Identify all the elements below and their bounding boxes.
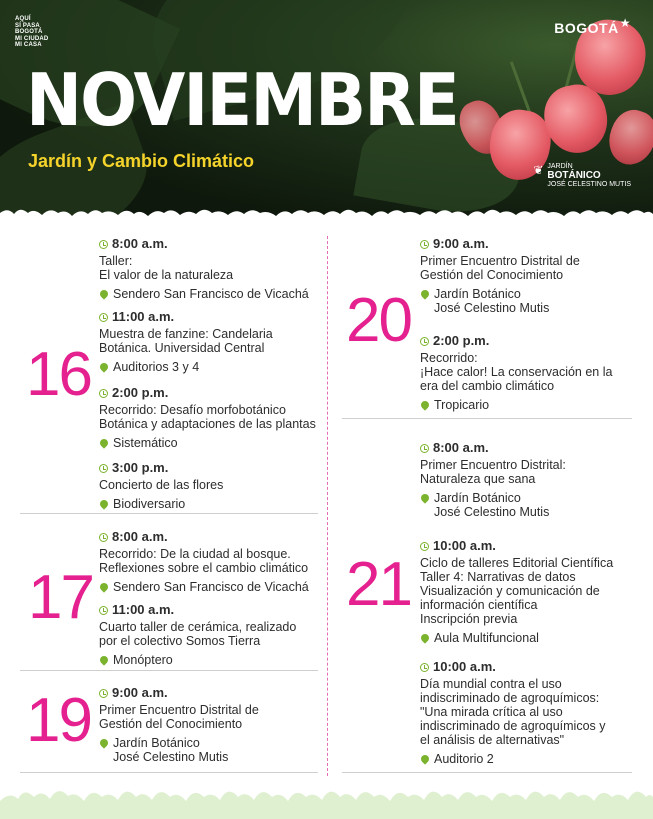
flower-decoration: [602, 104, 653, 171]
day-number: 20: [346, 286, 411, 355]
location-pin-icon: [419, 492, 430, 503]
location-pin-icon: [419, 632, 430, 643]
event-item: 8:00 a.m. Recorrido: De la ciudad al bosque. Reflexiones sobre el cambio climático Sendero San Francisco de Vicachá: [99, 529, 309, 594]
event-location: Aula Multifuncional: [420, 631, 613, 645]
event-location: Auditorios 3 y 4: [99, 360, 273, 374]
event-location: Jardín Botánico José Celestino Mutis: [420, 491, 566, 519]
column-divider: [327, 236, 328, 776]
event-location: Sendero San Francisco de Vicachá: [99, 287, 309, 301]
event-time: 11:00 a.m.: [99, 603, 296, 617]
event-item: 11:00 a.m. Muestra de fanzine: Candelaria Botánica. Universidad Central Auditorios 3 y 4: [99, 309, 273, 374]
section-divider: [20, 513, 318, 514]
event-time: 2:00 p.m.: [420, 334, 612, 348]
clock-icon: [99, 689, 108, 698]
clock-icon: [99, 240, 108, 249]
event-location: Biodiversario: [99, 497, 223, 511]
event-location: Monóptero: [99, 653, 296, 667]
event-item: 8:00 a.m. Taller: El valor de la naturaleza Sendero San Francisco de Vicachá: [99, 236, 309, 301]
event-item: 11:00 a.m. Cuarto taller de cerámica, realizado por el colectivo Somos Tierra Monóptero: [99, 602, 297, 667]
location-pin-icon: [419, 753, 430, 764]
event-time: 8:00 a.m.: [420, 441, 566, 455]
grass-footer-decoration: [0, 779, 653, 819]
header-banner: [0, 0, 653, 225]
event-location: Jardín Botánico José Celestino Mutis: [99, 736, 259, 764]
day-number: 19: [26, 686, 91, 755]
sprout-icon: ❦: [533, 163, 544, 177]
clock-icon: [420, 542, 429, 551]
clock-icon: [420, 240, 429, 249]
event-time: 2:00 p.m.: [99, 386, 316, 400]
event-time: 9:00 a.m.: [420, 237, 580, 251]
event-item: 10:00 a.m. Ciclo de talleres Editorial Científica Taller 4: Narrativas de datos Visualización y comunicación de información científica Inscripción previa Aula Multifuncional: [420, 538, 614, 645]
event-time: 8:00 a.m.: [99, 237, 309, 251]
event-time: 10:00 a.m.: [420, 539, 613, 553]
day-number: 21: [346, 550, 411, 619]
location-pin-icon: [98, 737, 109, 748]
location-pin-icon: [98, 498, 109, 509]
aqui-si-pasa-logo: AQUÍ SÍ PASA BOGOTÁ MI CIUDAD MI CASA: [15, 16, 49, 48]
location-pin-icon: [98, 654, 109, 665]
event-location: Tropicario: [420, 398, 612, 412]
clock-icon: [99, 464, 108, 473]
grass-edge-decoration: [0, 205, 653, 225]
section-divider: [342, 418, 632, 419]
event-time: 11:00 a.m.: [99, 310, 273, 324]
clock-icon: [420, 444, 429, 453]
location-pin-icon: [98, 361, 109, 372]
section-divider: [20, 670, 318, 671]
star-icon: ★: [619, 16, 631, 30]
event-time: 10:00 a.m.: [420, 660, 606, 674]
event-time: 3:00 p.m.: [99, 461, 223, 475]
event-location: Jardín Botánico José Celestino Mutis: [420, 287, 580, 315]
event-item: 3:00 p.m. Concierto de las flores Biodiversario: [99, 460, 224, 511]
page-title: NOVIEMBRE: [26, 58, 458, 142]
event-item: 8:00 a.m. Primer Encuentro Distrital: Naturaleza que sana Jardín Botánico José Celestino Mutis: [420, 440, 566, 519]
clock-icon: [99, 533, 108, 542]
clock-icon: [99, 606, 108, 615]
event-item: 10:00 a.m. Día mundial contra el uso indiscriminado de agroquímicos: "Una mirada crítica al uso indiscriminado de agroquímicos y el análisis de alternativas" Auditorio 2: [420, 659, 606, 766]
event-item: 9:00 a.m. Primer Encuentro Distrital de Gestión del Conocimiento Jardín Botánico José Celestino Mutis: [420, 236, 580, 315]
section-divider: [342, 772, 632, 773]
location-pin-icon: [419, 288, 430, 299]
event-item: 2:00 p.m. Recorrido: Desafío morfobotánico Botánica y adaptaciones de las plantas Sistemático: [99, 385, 316, 450]
location-pin-icon: [98, 581, 109, 592]
event-time: 9:00 a.m.: [99, 686, 259, 700]
location-pin-icon: [98, 288, 109, 299]
event-location: Sistemático: [99, 436, 316, 450]
event-time: 8:00 a.m.: [99, 530, 309, 544]
day-number: 16: [26, 340, 91, 409]
location-pin-icon: [419, 399, 430, 410]
page-subtitle: Jardín y Cambio Climático: [28, 151, 255, 171]
section-divider: [20, 772, 318, 773]
clock-icon: [420, 337, 429, 346]
event-location: Auditorio 2: [420, 752, 606, 766]
day-number: 17: [28, 563, 93, 632]
event-item: 2:00 p.m. Recorrido: ¡Hace calor! La conservación en la era del cambio climático Tropicario: [420, 333, 613, 412]
event-location: Sendero San Francisco de Vicachá: [99, 580, 309, 594]
event-item: 9:00 a.m. Primer Encuentro Distrital de Gestión del Conocimiento Jardín Botánico José Celestino Mutis: [99, 685, 259, 764]
location-pin-icon: [98, 437, 109, 448]
clock-icon: [99, 389, 108, 398]
clock-icon: [420, 663, 429, 672]
clock-icon: [99, 313, 108, 322]
bogota-logo: BOGOTÁ★: [554, 16, 631, 36]
jardin-botanico-logo: ❦ JARDÍN BOTÁNICO JOSÉ CELESTINO MUTIS: [533, 163, 631, 188]
